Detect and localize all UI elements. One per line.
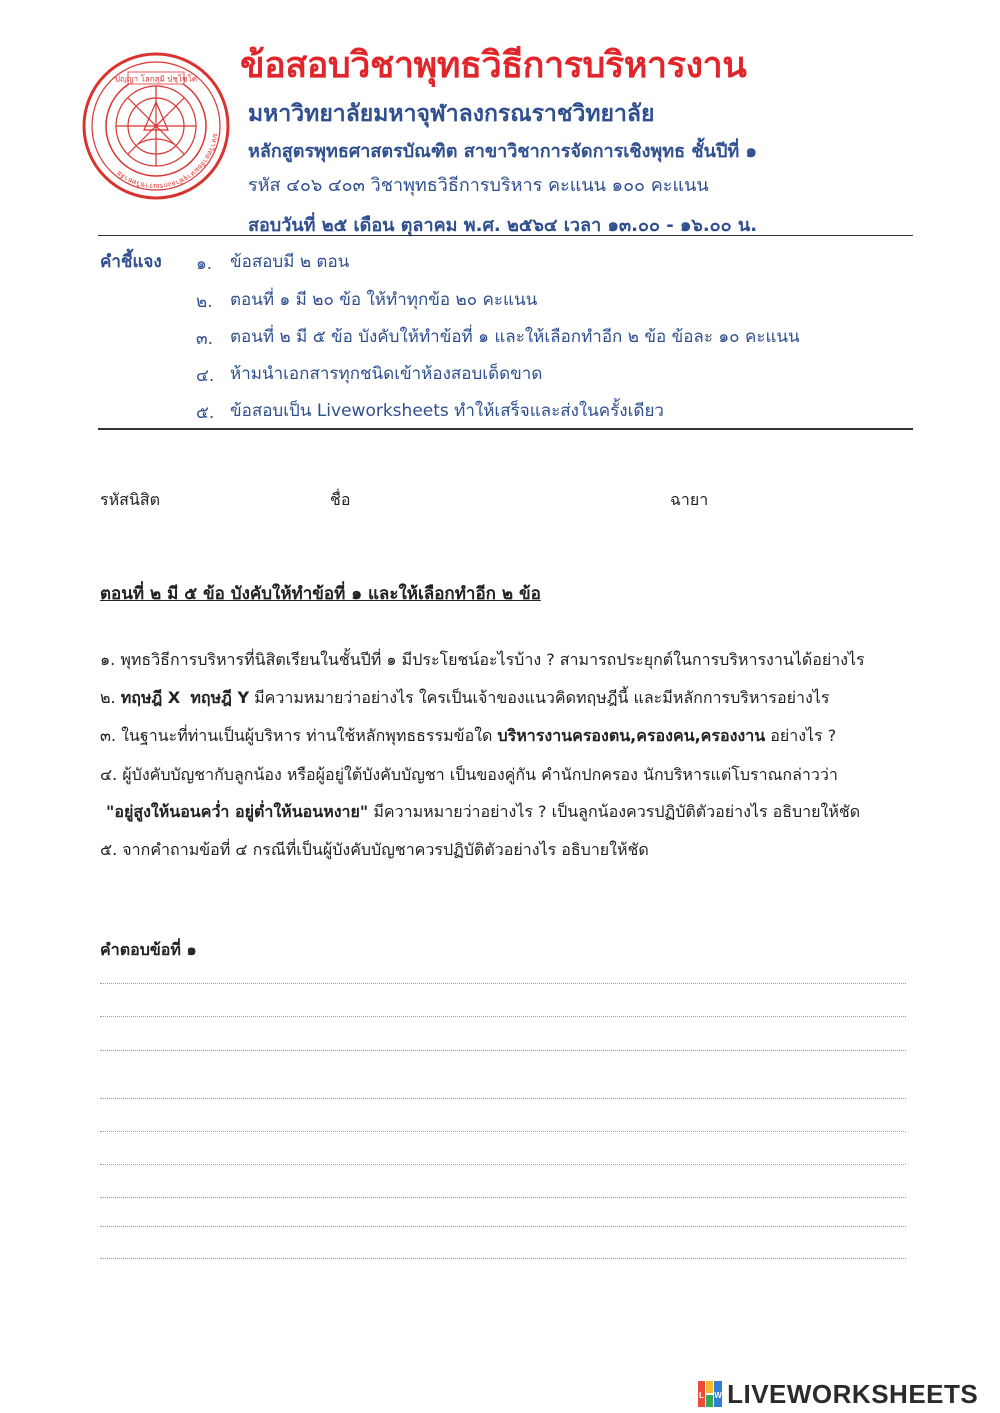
liveworksheets-brand [698, 1379, 978, 1410]
question-4-line-1: ๔. ผู้บังคับบัญชากับลูกน้อง หรือผู้อยู่ใต้บังคับบัญชา เป็นของคู่กัน คำนักปกครอง นักบริหารแต่โบราณกล่าวว่า [100, 765, 838, 784]
section-title: ตอนที่ ๒ มี ๕ ข้อ บังคับให้ทำข้อที่ ๑ และให้เลือกทำอีก ๒ ข้อ [100, 584, 541, 604]
theory-x: ทฤษฎี X [120, 688, 181, 707]
instruction-number: ๕. [196, 403, 215, 423]
course-info: รหัส ๔๐๖ ๔๐๓ วิชาพุทธวิธีการบริหาร คะแนน ๑๐๐ คะแนน [248, 175, 709, 196]
instruction-item: ตอนที่ ๑ มี ๒๐ ข้อ ให้ทำทุกข้อ ๒๐ คะแนน [230, 290, 538, 310]
answer-line[interactable] [100, 1197, 906, 1198]
instruction-item: ห้ามนำเอกสารทุกชนิดเข้าห้องสอบเด็ดขาด [230, 364, 543, 384]
instruction-number: ๑. [196, 254, 213, 274]
exam-date: สอบวันที่ ๒๕ เดือน ตุลาคม พ.ศ. ๒๕๖๔ เวลา ๑๓.๐๐ - ๑๖.๐๐ น. [248, 215, 758, 236]
question-2-text: มีความหมายว่าอย่างไร ใครเป็นเจ้าของแนวคิดทฤษฎีนี้ และมีหลักการบริหารอย่างไร [254, 688, 830, 707]
question-1: ๑. พุทธวิธีการบริหารที่นิสิตเรียนในชั้นปีที่ ๑ มีประโยชน์อะไรบ้าง ? สามารถประยุกต์ในการบริหารงานได้อย่างไร [100, 650, 865, 669]
answer-line[interactable] [100, 1050, 906, 1051]
nickname-label: ฉายา [670, 490, 709, 509]
question-4-text: มีความหมายว่าอย่างไร ? เป็นลูกน้องควรปฏิบัติตัวอย่างไร อธิบายให้ชัด [373, 802, 861, 821]
answer-line[interactable] [100, 1098, 906, 1099]
seal-motto: ปญฺญา โลกสฺมิ ปชฺโชโต [114, 74, 198, 84]
instruction-item: ข้อสอบมี ๒ ตอน [230, 252, 350, 272]
answer-line[interactable] [100, 1016, 906, 1017]
university-seal [82, 52, 230, 200]
question-4-line-2 [106, 800, 860, 825]
question-3-emphasis: บริหารงานครองตน,ครองคน,ครองงาน [497, 726, 766, 745]
question-3-end: อย่างไร ? [770, 726, 837, 745]
seal-ring-text: มหาวิทยาลัยมหาจุฬาลงกรณราชวิทยาลัย [115, 132, 220, 191]
instruction-number: ๔. [196, 366, 215, 386]
liveworksheets-wordmark: LIVEWORKSHEETS [727, 1379, 979, 1409]
question-2 [100, 686, 829, 711]
exam-title: ข้อสอบวิชาพุทธวิธีการบริหารงาน [240, 45, 747, 86]
logo-letter-w: W [714, 1391, 722, 1400]
instruction-item: ข้อสอบเป็น Liveworksheets ทำให้เสร็จและส่งในครั้งเดียว [230, 401, 664, 421]
program-name: หลักสูตรพุทธศาสตรบัณฑิต สาขาวิชาการจัดการเชิงพุทธ ชั้นปีที่ ๑ [248, 141, 757, 162]
student-id-label: รหัสนิสิต [100, 490, 160, 509]
question-3-text: ๓. ในฐานะที่ท่านเป็นผู้บริหาร ท่านใช้หลักพุทธธรรมข้อใด [100, 726, 493, 745]
answer-line[interactable] [100, 1226, 906, 1227]
question-3 [100, 724, 836, 749]
logo-letter-l: L [699, 1391, 704, 1400]
instructions-label: คำชี้แจง [100, 252, 162, 272]
question-4-quote: "อยู่สูงให้นอนคว่ำ อยู่ต่ำให้นอนหงาย" [106, 802, 369, 821]
liveworksheets-logo-icon [698, 1381, 722, 1407]
theory-y: ทฤษฎี Y [190, 688, 250, 707]
question-5: ๕. จากคำถามข้อที่ ๔ กรณีที่เป็นผู้บังคับบัญชาควรปฏิบัติตัวอย่างไร อธิบายให้ชัด [100, 840, 649, 859]
instruction-item: ตอนที่ ๒ มี ๕ ข้อ บังคับให้ทำข้อที่ ๑ และให้เลือกทำอีก ๒ ข้อ ข้อละ ๑๐ คะแนน [230, 327, 800, 347]
question-2-number: ๒. [100, 688, 116, 707]
header-divider [98, 235, 913, 236]
instructions-divider [98, 428, 913, 430]
university-name: มหาวิทยาลัยมหาจุฬาลงกรณราชวิทยาลัย [248, 101, 655, 127]
answer-line[interactable] [100, 1258, 906, 1259]
answer-line[interactable] [100, 1131, 906, 1132]
answer-line[interactable] [100, 1164, 906, 1165]
instruction-number: ๒. [196, 292, 213, 312]
name-label: ชื่อ [330, 490, 351, 509]
answer-label: คำตอบข้อที่ ๑ [100, 940, 197, 959]
answer-line[interactable] [100, 983, 906, 984]
instruction-number: ๓. [196, 329, 214, 349]
